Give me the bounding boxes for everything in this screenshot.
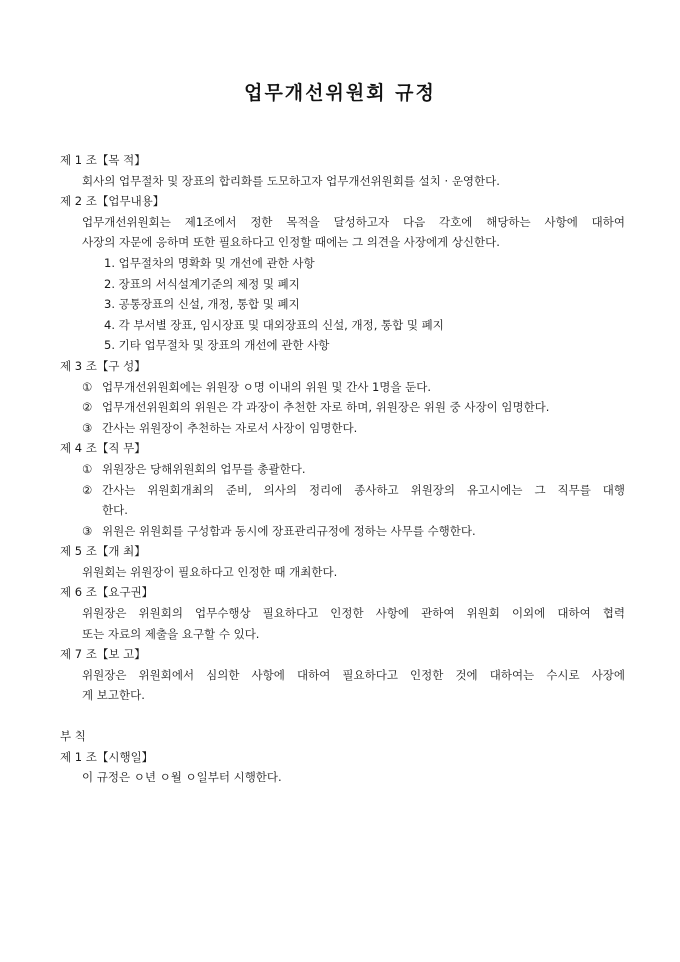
document-body xyxy=(60,150,625,788)
article-text: 회사의 업무절차 및 장표의 합리화를 도모하고자 업무개선위원회를 설치 · 운영한다. xyxy=(82,173,500,188)
article-3 xyxy=(60,356,625,438)
article-4 xyxy=(60,438,625,541)
article-text: 게 보고한다. xyxy=(82,688,145,703)
article-text: 이 규정은 ㅇ년 ㅇ월 ㅇ일부터 시행한다. xyxy=(82,770,282,785)
article-1 xyxy=(60,150,625,191)
clause xyxy=(60,397,625,418)
clause-text: 간사는 위원회개최의 준비, 의사의 정리에 종사하고 위원장의 유고시에는 그 직무를 대행 xyxy=(102,482,625,497)
article-heading: 제 1 조【시행일】 xyxy=(60,749,154,764)
article-text: 위원장은 위원회의 업무수행상 필요하다고 인정한 사항에 관하여 위원회 이외에 대하여 협력 xyxy=(82,606,625,621)
article-text: 위원회는 위원장이 필요하다고 인정한 때 개최한다. xyxy=(82,564,338,579)
article-heading: 제 4 조【직 무】 xyxy=(60,441,146,456)
clause-continuation: 한다. xyxy=(102,503,128,518)
clause xyxy=(60,459,625,480)
clause-number: ③ xyxy=(82,420,93,435)
article-heading: 제 5 조【개 최】 xyxy=(60,544,146,559)
article-text: 사장의 자문에 응하며 또한 필요하다고 인정할 때에는 그 의견을 사장에게 상신한다. xyxy=(82,235,500,250)
section-spacer xyxy=(60,706,625,726)
list-item: 1. 업무절차의 명확화 및 개선에 관한 사항 xyxy=(104,255,315,270)
article-5 xyxy=(60,541,625,582)
list-item: 3. 공통장표의 신설, 개정, 통합 및 폐지 xyxy=(104,297,300,312)
clause xyxy=(60,480,625,501)
article-heading: 제 2 조【업무내용】 xyxy=(60,194,165,209)
supplementary-heading: 부 칙 xyxy=(60,729,86,744)
article-7 xyxy=(60,644,625,706)
clause-number: ① xyxy=(82,379,93,394)
clause-number: ② xyxy=(82,400,93,415)
list-item: 2. 장표의 서식설계기준의 제정 및 폐지 xyxy=(104,276,300,291)
clause-text: 업무개선위원회에는 위원장 ㅇ명 이내의 위원 및 간사 1명을 둔다. xyxy=(102,379,432,394)
clause xyxy=(60,521,625,542)
clause xyxy=(60,418,625,439)
article-text: 또는 자료의 제출을 요구할 수 있다. xyxy=(82,626,260,641)
supplementary-provisions xyxy=(60,726,625,788)
article-heading: 제 7 조【보 고】 xyxy=(60,647,146,662)
article-6 xyxy=(60,582,625,644)
clause-number: ② xyxy=(82,482,93,497)
document-title: 업무개선위원회 규정 xyxy=(244,82,436,104)
article-text: 위원장은 위원회에서 심의한 사항에 대하여 필요하다고 인정한 것에 대하여는 수시로 사장에 xyxy=(82,667,625,682)
article-heading: 제 6 조【요구권】 xyxy=(60,585,154,600)
list-item: 5. 기타 업무절차 및 장표의 개선에 관한 사항 xyxy=(104,338,330,353)
clause-number: ① xyxy=(82,461,93,476)
article-heading: 제 3 조【구 성】 xyxy=(60,358,146,373)
article-2 xyxy=(60,191,625,356)
clause-text: 업무개선위원회의 위원은 각 과장이 추천한 자로 하며, 위원장은 위원 중 사장이 임명한다. xyxy=(102,400,550,415)
article-text: 업무개선위원회는 제1조에서 정한 목적을 달성하고자 다음 각호에 해당하는 사항에 대하여 xyxy=(82,214,625,229)
clause-text: 간사는 위원장이 추천하는 자로서 사장이 임명한다. xyxy=(102,420,358,435)
clause-number: ③ xyxy=(82,523,93,538)
clause-text: 위원장은 당해위원회의 업무를 총괄한다. xyxy=(102,461,306,476)
clause xyxy=(60,377,625,398)
list-item: 4. 각 부서별 장표, 임시장표 및 대외장표의 신설, 개정, 통합 및 폐지 xyxy=(104,317,444,332)
clause-text: 위원은 위원회를 구성함과 동시에 장표관리규정에 정하는 사무를 수행한다. xyxy=(102,523,476,538)
article-heading: 제 1 조【목 적】 xyxy=(60,153,146,167)
